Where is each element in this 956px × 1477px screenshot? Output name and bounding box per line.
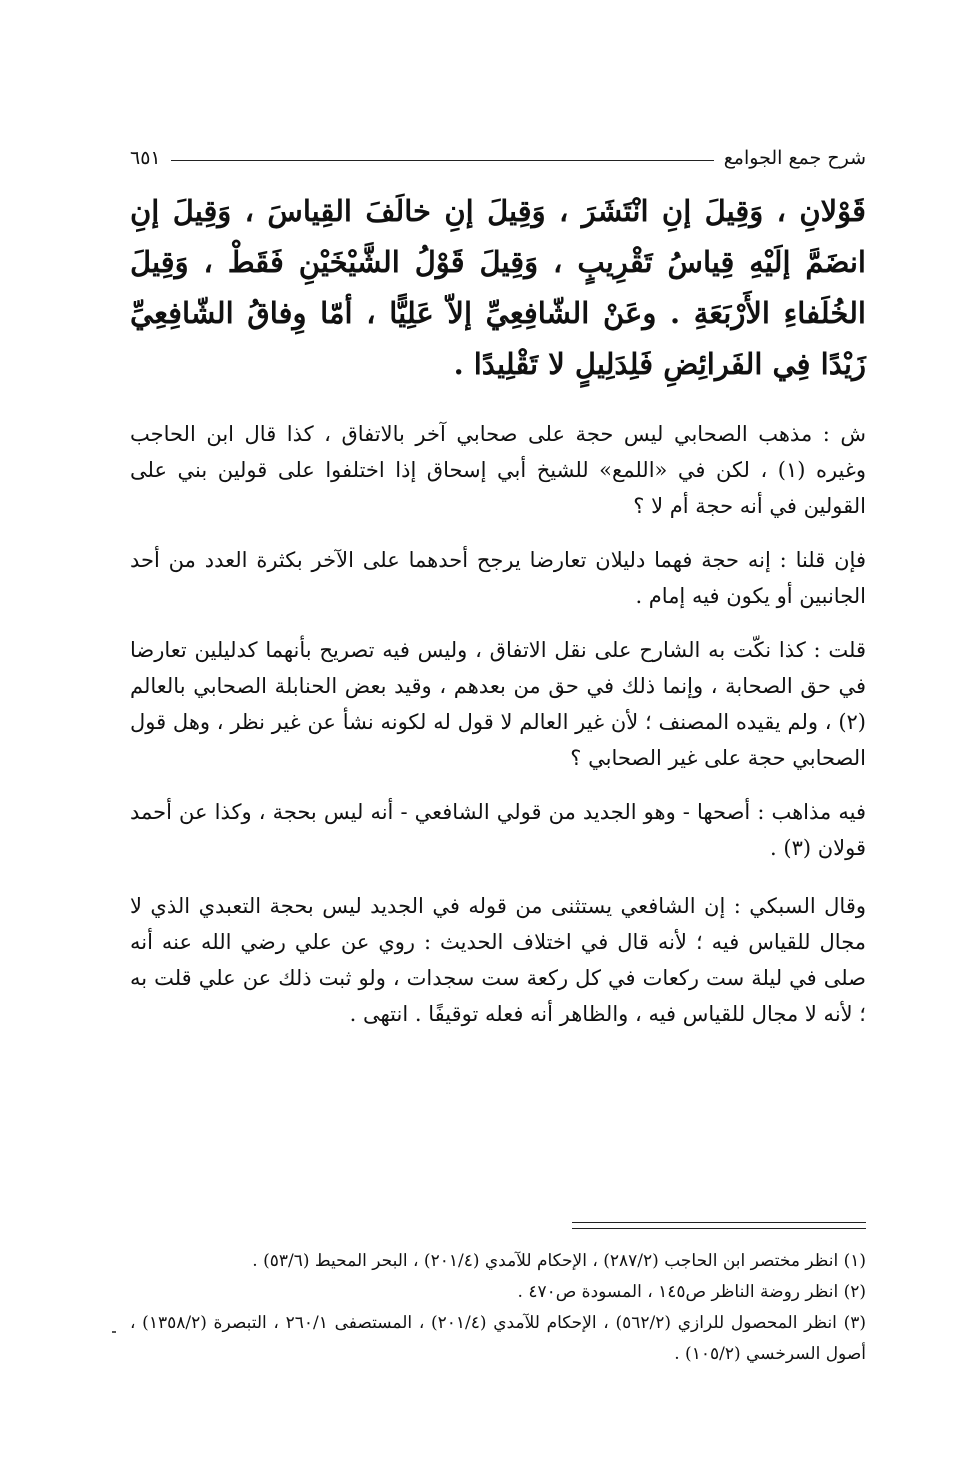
footnote-2: (٢) انظر روضة الناظر ص١٤٥ ، المسودة ص٤٧٠ . bbox=[517, 1282, 866, 1302]
footnote-3: (٣) انظر المحصول للرازي (٥٦٢/٢) ، الإحكام للآمدي (٢٠١/٤) ، المستصفى ٢٦٠/١ ، التبصرة (١٣٥٨/٢) ، أصول السرخسي (١٠٥/٢) . bbox=[130, 1313, 867, 1364]
footnote-separator-double bbox=[572, 1228, 866, 1229]
matn-text: قَوْلانِ ، وَقِيلَ إنِ انْتَشَرَ ، وَقِيلَ إنِ خالَفَ القِياسَ ، وَقِيلَ إنِ انضَمَّ إلَيْهِ قِياسُ تَقْرِيبٍ ، وَقِيلَ قَوْلُ الشَّيْخَيْنِ فَقَطْ ، وَقِيلَ الخُلَفاءِ الأَرْبَعَةِ . وعَنْ الشّافِعِيِّ إلاّ عَلِيًّا ، أمّا وِفاقُ الشّافِعِيِّ زَيْدًا فِي الفَرائِضِ فَلِدَلِيلٍ لا تَقْلِيدًا . bbox=[130, 194, 866, 381]
commentary-paragraph-2: فإن قلنا : إنه حجة فهما دليلان تعارضا يرجح أحدهما على الآخر بكثرة العدد من أحد الجانبين أو يكون فيه إمام . bbox=[130, 548, 866, 608]
commentary-paragraph-1: ش : مذهب الصحابي ليس حجة على صحابي آخر بالاتفاق ، كذا قال ابن الحاجب وغيره (١) ، لكن في «اللمع» للشيخ أبي إسحاق إذا اختلفوا على قولين بني على القولين في أنه حجة أم لا ؟ bbox=[130, 422, 866, 518]
running-header bbox=[130, 140, 866, 176]
footnote-separator bbox=[572, 1222, 866, 1223]
commentary-paragraph-5: وقال السبكي : إن الشافعي يستثنى من قوله في الجديد ليس بحجة التعبدي الذي لا مجال للقياس فيه ؛ لأنه قال في اختلاف الحديث : روي عن علي رضي الله عنه أنه صلى في ليلة ست ركعات في كل ركعة ست سجدات ، ولو ثبت ذلك عن علي قلت به ؛ لأنه لا مجال للقياس فيه ، والظاهر أنه فعله توقيفًا . انتهى . bbox=[130, 894, 866, 1026]
footnote-1: (١) انظر مختصر ابن الحاجب (٢٨٧/٢) ، الإحكام للآمدي (٢٠١/٤) ، البحر المحيط (٥٣/٦) . bbox=[252, 1251, 866, 1271]
footnotes bbox=[130, 1246, 866, 1370]
page-number: ٦٥١ bbox=[130, 147, 161, 169]
margin-mark bbox=[112, 1331, 116, 1333]
commentary-paragraph-4: فيه مذاهب : أصحها - وهو الجديد من قولي الشافعي - أنه ليس بحجة ، وكذا عن أحمد قولان (٣) . bbox=[130, 800, 866, 860]
header-rule bbox=[171, 160, 714, 161]
commentary-paragraph-3: قلت : كذا نكّت به الشارح على نقل الاتفاق ، وليس فيه تصريح بأنهما كدليلين تعارضا في حق الصحابة ، وإنما ذلك في حق من بعدهم ، وقيد بعض الحنابلة الصحابي بالعالم (٢) ، ولم يقيده المصنف ؛ لأن غير العالم لا قول له لكونه نشأ عن غير نظر ، وهل قول الصحابي حجة على غير الصحابي ؟ bbox=[130, 638, 866, 770]
page-body bbox=[130, 140, 866, 1032]
header-title: شرح جمع الجوامع bbox=[723, 147, 866, 169]
